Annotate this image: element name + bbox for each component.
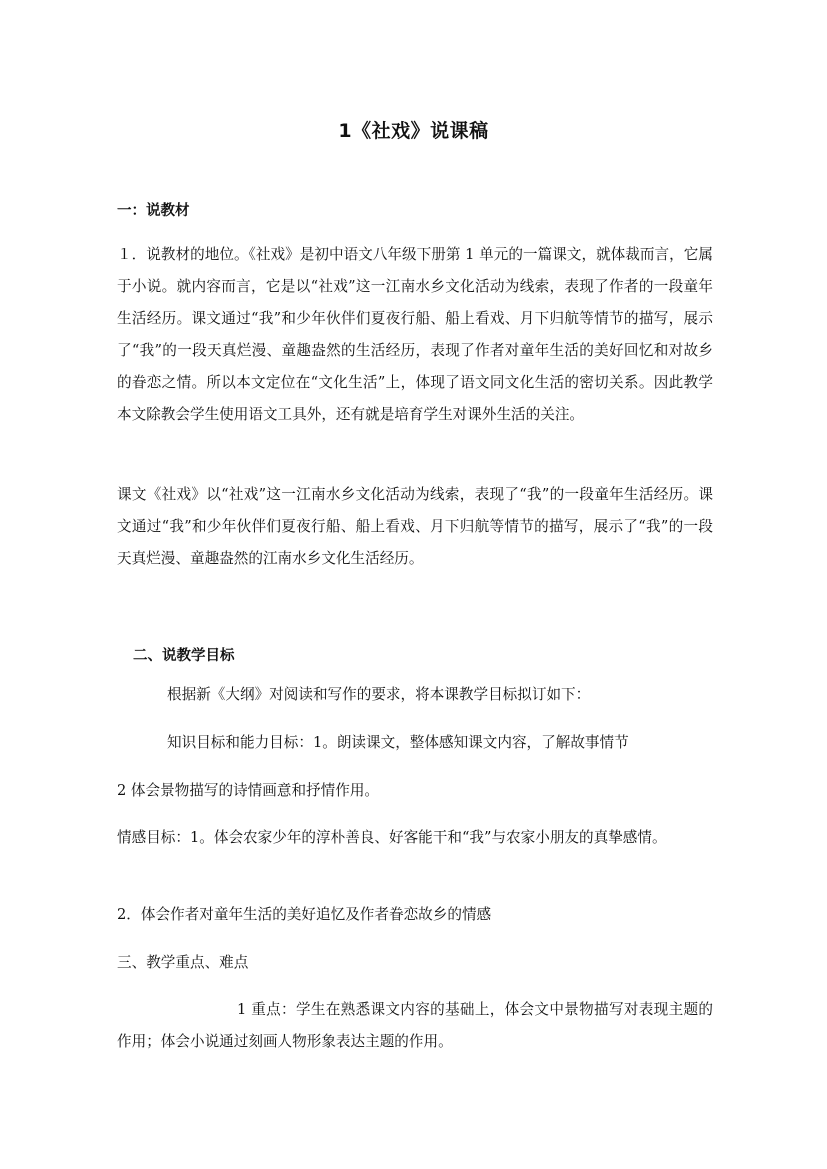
section-heading-key-points: 三、教学重点、难点 (117, 954, 249, 971)
paragraph-material-position: １．说教材的地位。《社戏》是初中语文八年级下册第 1 单元的一篇课文，就体裁而言，它属于小说。就内容而言，它是以“社戏”这一江南水乡文化活动为线索，表现了作者的一段童年生活经历。课文通过“我”和少年伙伴们夏夜行船、船上看戏、月下归航等情节的描写，展示了“我”的一段天真烂漫、童趣盎然的生活经历，表现了作者对童年生活的美好回忆和对故乡的眷恋之情。所以本文定位在“文化生活”上，体现了语文同文化生活的密切关系。因此教学本文除教会学生使用语文工具外，还有就是培育学生对课外生活的关注。 (117, 246, 713, 423)
paragraph-scenery-goal: 2 体会景物描写的诗情画意和抒情作用。 (117, 782, 380, 799)
section-heading-teaching-goals: 二、说教学目标 (133, 648, 235, 664)
paragraph-emotion-goal-2: 2．体会作者对童年生活的美好追忆及作者眷恋故乡的情感 (117, 906, 492, 923)
section-heading-teaching-material: 一：说教材 (117, 203, 190, 219)
document-title: 1《社戏》说课稿 (338, 120, 489, 142)
paragraph-emotion-goal: 情感目标：1。体会农家少年的淳朴善良、好客能干和“我”与农家小朋友的真挚感情。 (117, 829, 667, 846)
paragraph-goals-intro: 根据新《大纲》对阅读和写作的要求，将本课教学目标拟订如下： (167, 686, 591, 703)
paragraph-text-summary: 课文《社戏》以“社戏”这一江南水乡文化活动为线索，表现了“我”的一段童年生活经历。课文通过“我”和少年伙伴们夏夜行船、船上看戏、月下归航等情节的描写，展示了“我”的一段天真烂漫、童趣盎然的江南水乡文化生活经历。 (117, 486, 713, 567)
paragraph-key-focus: 1 重点：学生在熟悉课文内容的基础上，体会文中景物描写对表现主题的作用；体会小说通过刻画人物形象表达主题的作用。 (117, 1001, 713, 1050)
paragraph-knowledge-goal: 知识目标和能力目标：1。朗读课文，整体感知课文内容，了解故事情节 (167, 734, 629, 751)
